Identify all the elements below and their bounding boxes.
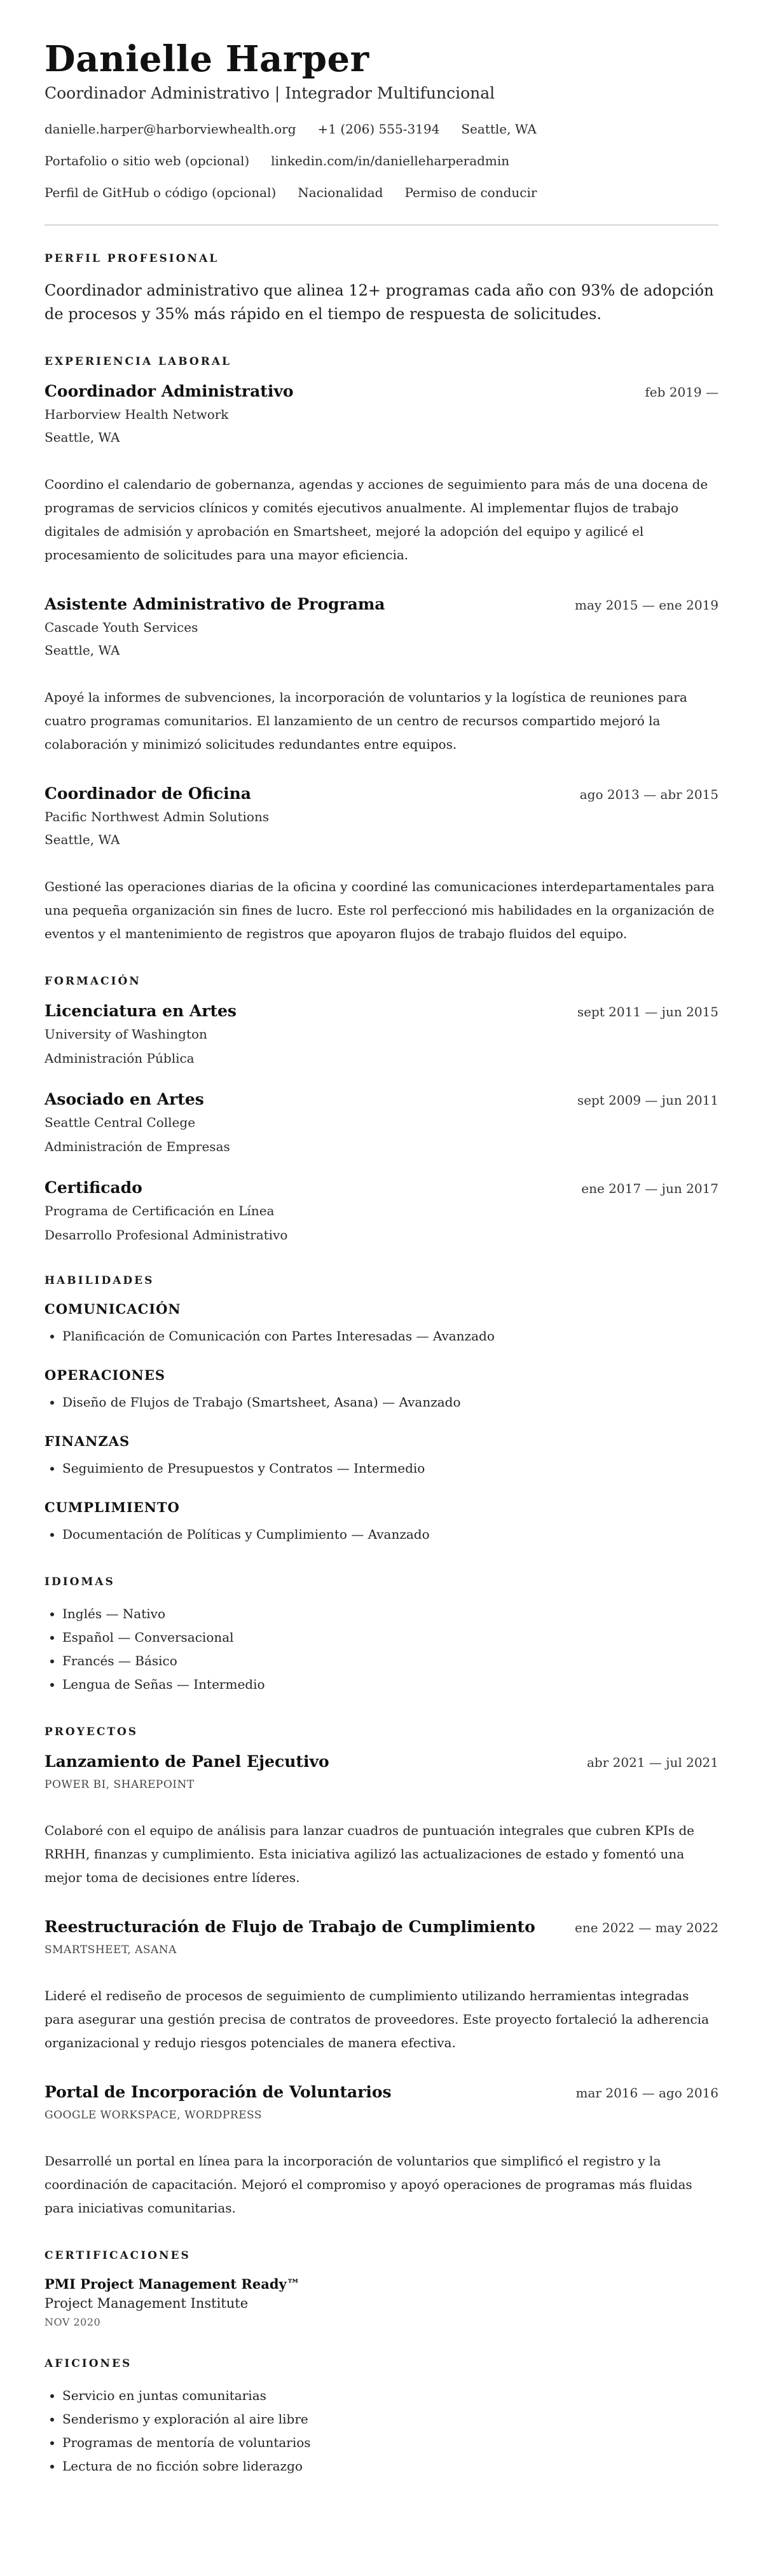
skill-item: • Documentación de Políticas y Cumplimiento — Avanzado xyxy=(62,1523,718,1546)
hobby-item: • Senderismo y exploración al aire libre xyxy=(62,2408,718,2431)
field-of-study: Administración de Empresas xyxy=(45,1139,230,1155)
degree-title: Certificado xyxy=(45,1178,142,1197)
school-name: Seattle Central College xyxy=(45,1115,196,1131)
location-text: Seattle, WA xyxy=(461,121,537,137)
project-entry xyxy=(45,1918,718,2055)
skill-item: • Seguimiento de Presupuestos y Contratos — Intermedio xyxy=(62,1457,718,1480)
github-link[interactable]: Perfil de GitHub o código (opcional) xyxy=(45,185,277,200)
candidate-title: Coordinador Administrativo | Integrador Multifuncional xyxy=(45,84,495,102)
education-dates: sept 2009 — jun 2011 xyxy=(577,1093,718,1108)
experience-entry xyxy=(45,382,718,567)
job-description: Gestioné las operaciones diarias de la oficina y coordiné las comunicaciones interdepartamentales para una pequeña organización sin fines de lucro. Este rol perfeccionó mis habilidades en la organización de eventos y el mantenimiento de registros que apoyaron flujos de trabajo fluidos del equipo. xyxy=(45,879,715,942)
certification-entry xyxy=(45,2276,718,2328)
experience-entry xyxy=(45,784,718,946)
project-tech: POWER BI, SHAREPOINT xyxy=(45,1778,195,1792)
section-heading: EXPERIENCIA LABORAL xyxy=(45,355,231,369)
language-item: • Inglés — Nativo xyxy=(62,1602,718,1626)
section-heading: PERFIL PROFESIONAL xyxy=(45,252,219,265)
hobby-item: • Lectura de no ficción sobre liderazgo xyxy=(62,2455,718,2478)
skill-list xyxy=(45,1523,718,1546)
job-dates: ago 2013 — abr 2015 xyxy=(579,787,718,803)
language-item: • Francés — Básico xyxy=(62,1649,718,1673)
profile-section xyxy=(45,252,718,326)
job-description: Coordino el calendario de gobernanza, agendas y acciones de seguimiento para más de una docena de programas de servicios clínicos y comités ejecutivos anualmente. Al implementar flujos de trabajo digitales de admisión y aprobación en Smartsheet, mejoré la adopción del equipo y agilicé el procesamiento de solicitudes para una mayor eficiencia. xyxy=(45,477,708,563)
skill-item: • Diseño de Flujos de Trabajo (Smartsheet, Asana) — Avanzado xyxy=(62,1391,718,1414)
certification-name: PMI Project Management Ready™ xyxy=(45,2276,300,2293)
skill-list xyxy=(45,1457,718,1480)
certification-date: NOV 2020 xyxy=(45,2316,101,2329)
section-heading: CERTIFICACIONES xyxy=(45,2249,191,2263)
school-name: University of Washington xyxy=(45,1026,207,1042)
section-heading: IDIOMAS xyxy=(45,1576,115,1589)
skill-category: COMUNICACIÓN xyxy=(45,1301,181,1318)
skill-list xyxy=(45,1391,718,1414)
certification-issuer: Project Management Institute xyxy=(45,2296,249,2312)
job-location: Seattle, WA xyxy=(45,832,120,848)
degree-title: Licenciatura en Artes xyxy=(45,1002,237,1021)
language-item: • Lengua de Señas — Intermedio xyxy=(62,1673,718,1696)
hobby-item: • Servicio en juntas comunitarias xyxy=(62,2384,718,2408)
hobby-item: • Programas de mentoría de voluntarios xyxy=(62,2431,718,2455)
linkedin-link[interactable]: linkedin.com/in/danielleharperadmin xyxy=(271,153,510,168)
portfolio-link[interactable]: Portafolio o sitio web (opcional) xyxy=(45,153,250,168)
hobbies-section xyxy=(45,2357,718,2478)
experience-section xyxy=(45,355,718,946)
job-location: Seattle, WA xyxy=(45,643,120,658)
education-entry xyxy=(45,1178,718,1245)
education-dates: ene 2017 — jun 2017 xyxy=(581,1181,718,1197)
languages-section xyxy=(45,1576,718,1696)
email-link[interactable]: danielle.harper@harborviewhealth.org xyxy=(45,121,296,137)
project-title: Reestructuración de Flujo de Trabajo de Cumplimiento xyxy=(45,1918,535,1937)
project-entry xyxy=(45,2083,718,2220)
skill-category: FINANZAS xyxy=(45,1433,130,1450)
company-name: Cascade Youth Services xyxy=(45,620,198,636)
contact-row-2 xyxy=(45,153,718,168)
degree-title: Asociado en Artes xyxy=(45,1090,204,1109)
projects-section xyxy=(45,1726,718,2220)
job-dates: feb 2019 — xyxy=(645,385,718,400)
project-dates: abr 2021 — jul 2021 xyxy=(587,1755,718,1771)
experience-entry xyxy=(45,595,718,756)
school-name: Programa de Certificación en Línea xyxy=(45,1203,275,1219)
job-title: Coordinador Administrativo xyxy=(45,382,294,401)
section-heading: PROYECTOS xyxy=(45,1726,139,1739)
job-location: Seattle, WA xyxy=(45,430,120,446)
candidate-name: Danielle Harper xyxy=(45,38,369,80)
contact-row-3 xyxy=(45,185,718,200)
skill-category: OPERACIONES xyxy=(45,1367,166,1384)
field-of-study: Desarrollo Profesional Administrativo xyxy=(45,1227,288,1243)
profile-summary: Coordinador administrativo que alinea 12+ programas cada año con 93% de adopción de procesos y 35% más rápido en el tiempo de respuesta de solicitudes. xyxy=(45,282,714,324)
project-title: Portal de Incorporación de Voluntarios xyxy=(45,2083,392,2102)
project-tech: SMARTSHEET, ASANA xyxy=(45,1944,177,1957)
education-entry xyxy=(45,1090,718,1157)
project-description: Colaboré con el equipo de análisis para lanzar cuadros de puntuación integrales que cubren KPIs de RRHH, finanzas y cumplimiento. Esta iniciativa agilizó las actualizaciones de estado y fomentó una mejor toma de decisiones entre líderes. xyxy=(45,1823,694,1886)
education-dates: sept 2011 — jun 2015 xyxy=(577,1004,718,1020)
education-entry xyxy=(45,1002,718,1068)
phone-text[interactable]: +1 (206) 555-3194 xyxy=(317,121,440,137)
nationality-text: Nacionalidad xyxy=(298,185,383,200)
skill-category: CUMPLIMIENTO xyxy=(45,1499,180,1516)
section-heading: HABILIDADES xyxy=(45,1274,155,1288)
job-dates: may 2015 — ene 2019 xyxy=(575,597,718,613)
field-of-study: Administración Pública xyxy=(45,1051,195,1067)
company-name: Pacific Northwest Admin Solutions xyxy=(45,809,270,825)
project-entry xyxy=(45,1752,718,1890)
job-description: Apoyé la informes de subvenciones, la incorporación de voluntarios y la logística de reuniones para cuatro programas comunitarios. El lanzamiento de un centro de recursos compartido mejoró la colaboración y minimizó solicitudes redundantes entre equipos. xyxy=(45,690,687,753)
job-title: Asistente Administrativo de Programa xyxy=(45,595,385,614)
education-section xyxy=(45,975,718,1245)
project-title: Lanzamiento de Panel Ejecutivo xyxy=(45,1752,329,1771)
header-divider xyxy=(45,224,718,226)
section-heading: FORMACIÓN xyxy=(45,975,141,988)
language-list xyxy=(45,1602,718,1696)
project-description: Lideré el rediseño de procesos de seguimiento de cumplimiento utilizando herramientas integradas para asegurar una gestión precisa de contratos de proveedores. Este proyecto fortaleció la adherencia organizacional y redujo riesgos potenciales de manera efectiva. xyxy=(45,1988,709,2051)
language-item: • Español — Conversacional xyxy=(62,1626,718,1649)
skill-item: • Planificación de Comunicación con Partes Interesadas — Avanzado xyxy=(62,1325,718,1348)
project-dates: ene 2022 — may 2022 xyxy=(575,1920,718,1936)
section-heading: AFICIONES xyxy=(45,2357,132,2371)
contact-row-1 xyxy=(45,121,718,137)
project-tech: GOOGLE WORKSPACE, WORDPRESS xyxy=(45,2109,263,2122)
job-title: Coordinador de Oficina xyxy=(45,784,251,803)
project-dates: mar 2016 — ago 2016 xyxy=(575,2085,718,2101)
company-name: Harborview Health Network xyxy=(45,407,229,423)
project-description: Desarrollé un portal en línea para la incorporación de voluntarios que simplificó el registro y la coordinación de capacitación. Mejoró el compromiso y apoyó operaciones de programas más fluidas para iniciativas comunitarias. xyxy=(45,2153,692,2216)
certifications-section xyxy=(45,2249,718,2328)
skills-section xyxy=(45,1274,718,1546)
driving-license-text: Permiso de conducir xyxy=(404,185,537,200)
hobby-list xyxy=(45,2384,718,2478)
skill-list xyxy=(45,1325,718,1348)
